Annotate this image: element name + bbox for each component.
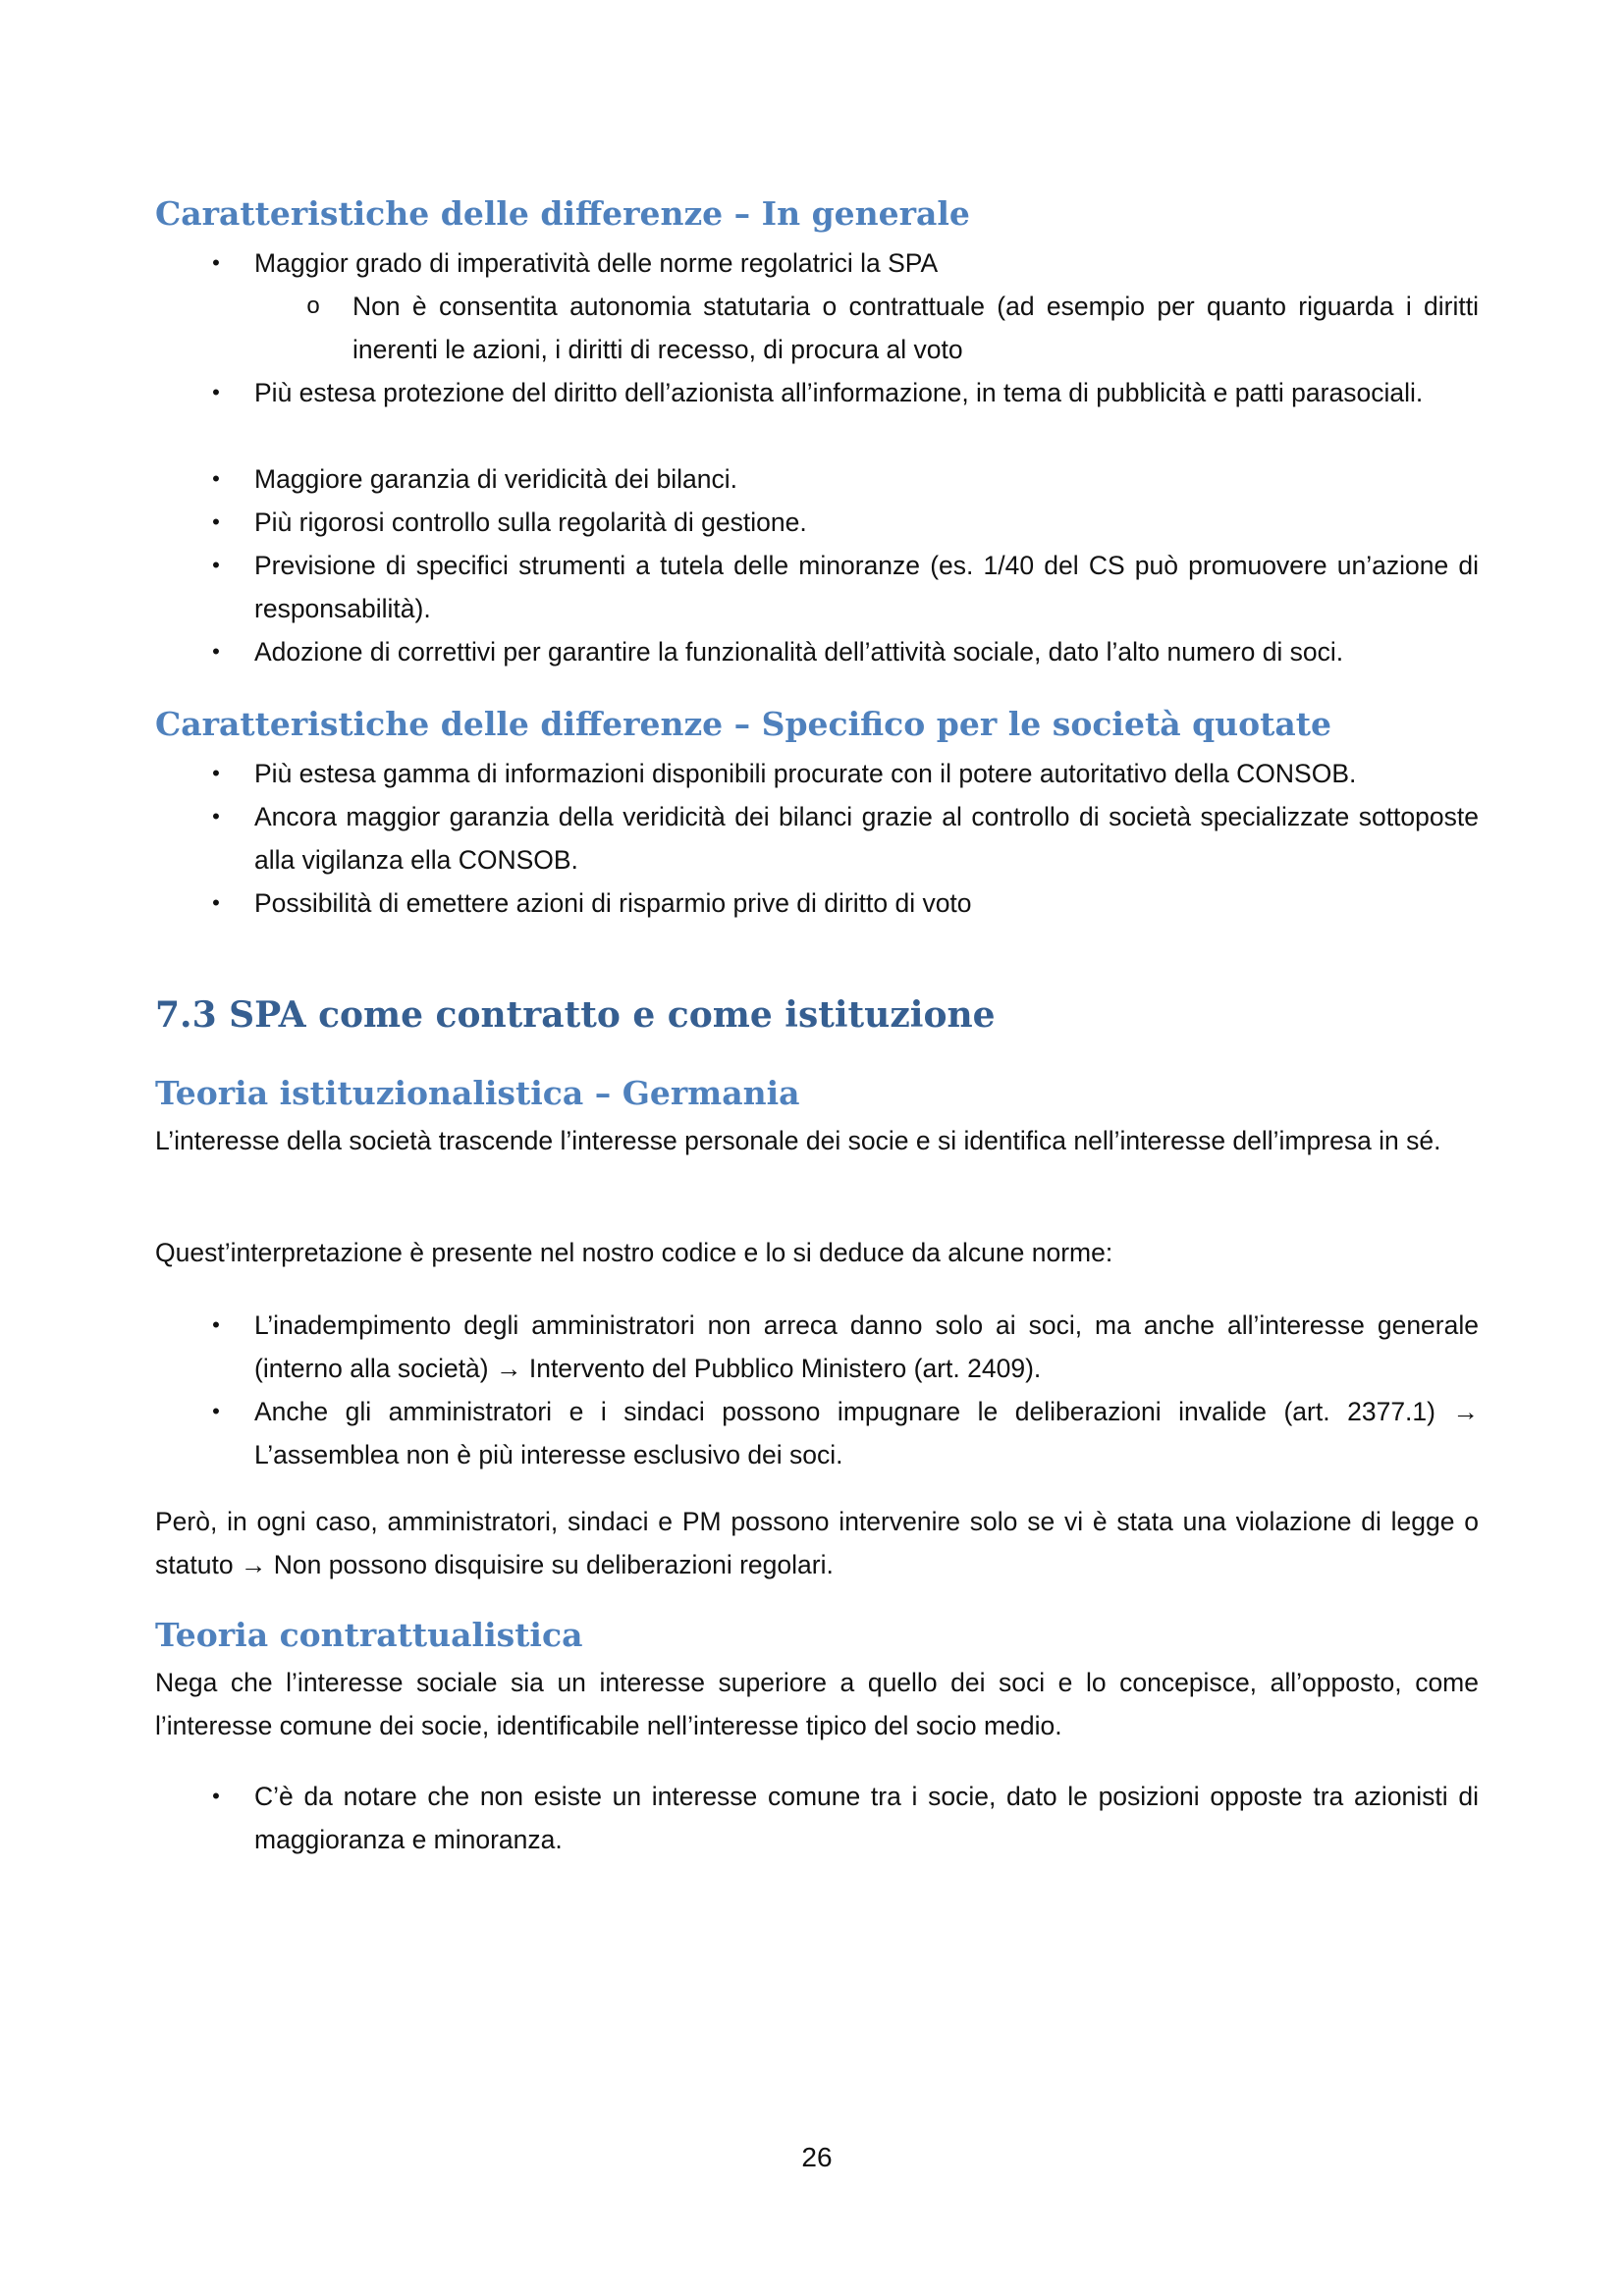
list-item: Adozione di correttivi per garantire la funzionalità dell’attività sociale, dato l’alto numero di soci.: [254, 637, 1344, 667]
list-item: Previsione di specifici strumenti a tutela delle minoranze (es. 1/40 del CS può promuovere un’azione di responsabilità).: [254, 551, 1479, 623]
section-heading-in-generale: Caratteristiche delle differenze – In generale: [155, 194, 970, 233]
list-item: Ancora maggior garanzia della veridicità dei bilanci grazie al controllo di società specializzate sottoposte alla vigilanza ella CONSOB.: [254, 802, 1479, 875]
list-item: Più rigorosi controllo sulla regolarità di gestione.: [254, 507, 807, 537]
section-heading-teoria-contrattualistica: Teoria contrattualistica: [155, 1616, 583, 1654]
bullet-marker: •: [212, 553, 220, 577]
list-item: Maggiore garanzia di veridicità dei bilanci.: [254, 464, 737, 494]
paragraph: L’interesse della società trascende l’interesse personale dei socie e si identifica nell’interesse dell’impresa in sé.: [155, 1126, 1441, 1155]
section-heading-teoria-istituzionalistica: Teoria istituzionalistica – Germania: [155, 1074, 800, 1112]
paragraph: Però, in ogni caso, amministratori, sindaci e PM possono intervenire solo se vi è stata una violazione di legge o statuto → Non possono disquisire su deliberazioni regolari.: [155, 1507, 1479, 1579]
paragraph: Nega che l’interesse sociale sia un interesse superiore a quello dei soci e lo concepisce, all’opposto, come l’interesse comune dei socie, identificabile nell’interesse tipico del socio medio.: [155, 1668, 1479, 1740]
list-item: Possibilità di emettere azioni di risparmio prive di diritto di voto: [254, 888, 972, 918]
list-item: Più estesa protezione del diritto dell’azionista all’informazione, in tema di pubblicità e patti parasociali.: [254, 378, 1424, 407]
section-heading-societa-quotate: Caratteristiche delle differenze – Specifico per le società quotate: [155, 705, 1332, 743]
list-item: Più estesa gamma di informazioni disponibili procurate con il potere autoritativo della CONSOB.: [254, 759, 1357, 788]
bullet-marker: •: [212, 804, 220, 828]
bullet-marker: •: [212, 509, 220, 534]
bullet-marker: •: [212, 380, 220, 404]
subbullet-marker: o: [306, 293, 320, 319]
page-number: 26: [801, 2142, 833, 2172]
list-item: L’inadempimento degli amministratori non arreca danno solo ai soci, ma anche all’interesse generale (interno alla società) → Intervento del Pubblico Ministero (art. 2409).: [254, 1310, 1479, 1383]
list-item: C’è da notare che non esiste un interesse comune tra i socie, dato le posizioni opposte tra azionisti di maggioranza e minoranza.: [254, 1782, 1479, 1854]
bullet-marker: •: [212, 466, 220, 491]
bullet-marker: •: [212, 1784, 220, 1808]
bullet-marker: •: [212, 1399, 220, 1423]
bullet-marker: •: [212, 1312, 220, 1337]
bullet-marker: •: [212, 890, 220, 915]
bullet-marker: •: [212, 250, 220, 275]
chapter-heading: 7.3 SPA come contratto e come istituzione: [155, 994, 996, 1036]
paragraph: Quest’interpretazione è presente nel nostro codice e lo si deduce da alcune norme:: [155, 1238, 1113, 1267]
list-item: Anche gli amministratori e i sindaci possono impugnare le deliberazioni invalide (art. 2377.1) → L’assemblea non è più interesse esclusivo dei soci.: [254, 1397, 1479, 1469]
list-item: Maggior grado di imperatività delle norme regolatrici la SPA: [254, 248, 939, 278]
bullet-marker: •: [212, 639, 220, 664]
sub-list-item: Non è consentita autonomia statutaria o contrattuale (ad esempio per quanto riguarda i diritti inerenti le azioni, i diritti di recesso, di procura al voto: [352, 292, 1479, 364]
bullet-marker: •: [212, 761, 220, 785]
